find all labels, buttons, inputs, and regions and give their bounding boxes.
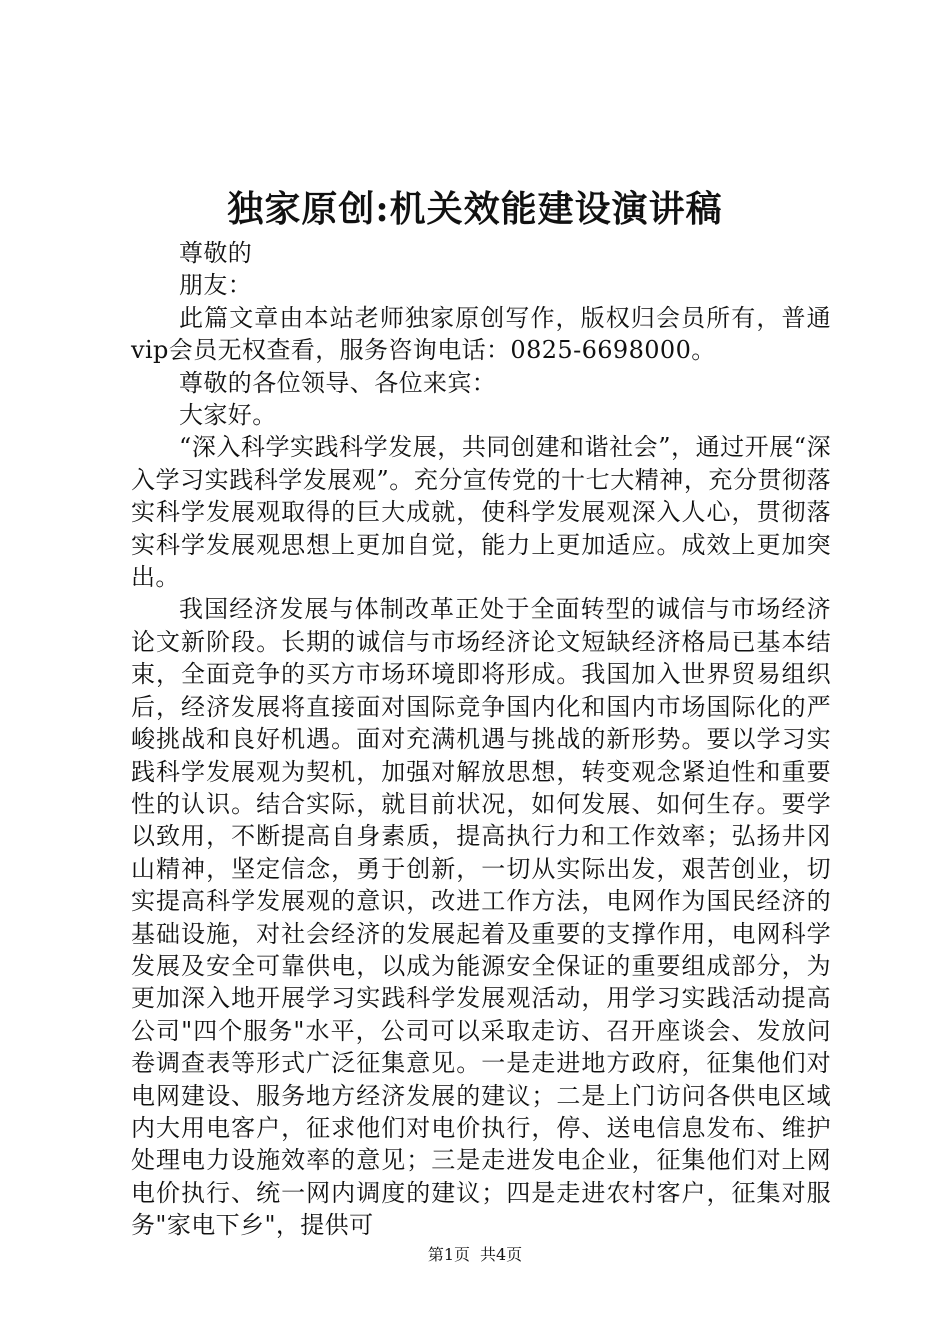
body-paragraph: “深入科学实践科学发展，共同创建和谐社会”，通过开展“深入学习实践科学发展观”。充分宣传党的十七大精神，充分贯彻落实科学发展观取得的巨大成就，使科学发展观深入人心，贯彻落实科学发展观思想上更加自觉，能力上更加适应。成效上更加突出。: [131, 433, 831, 592]
salutation-line-2: 朋友：: [179, 271, 253, 300]
greeting-audience: 尊敬的各位领导、各位来宾：: [179, 368, 497, 397]
document-title: 独家原创:机关效能建设演讲稿: [227, 188, 723, 230]
page-number: 第1页: [427, 1245, 470, 1264]
page-total: 共4页: [480, 1245, 523, 1264]
body-paragraph: 我国经济发展与体制改革正处于全面转型的诚信与市场经济论文新阶段。长期的诚信与市场经济论文短缺经济格局已基本结束，全面竞争的买方市场环境即将形成。我国加入世界贸易组织后，经济发展将直接面对国际竞争国内化和国内市场国际化的严峻挑战和良好机遇。面对充满机遇与挑战的新形势。要以学习实践科学发展观为契机，加强对解放思想，转变观念紧迫性和重要性的认识。结合实际，就目前状况，如何发展、如何生存。要学以致用，不断提高自身素质，提高执行力和工作效率；弘扬井冈山精神，坚定信念，勇于创新，一切从实际出发，艰苦创业，切实提高科学发展观的意识，改进工作方法，电网作为国民经济的基础设施，对社会经济的发展起着及重要的支撑作用，电网科学发展及安全可靠供电，以成为能源安全保证的重要组成部分，为更加深入地开展学习实践科学发展观活动，用学习实践活动提高公司"四个服务"水平，公司可以采取走访、召开座谈会、发放问卷调查表等形式广泛征集意见。一是走进地方政府，征集他们对电网建设、服务地方经济发展的建议；二是上门访问各供电区域内大用电客户，征求他们对电价执行，停、送电信息发布、维护处理电力设施效率的意见；三是走进发电企业，征集他们对上网电价执行、统一网内调度的建议；四是走进农村客户，征集对服务"家电下乡"，提供可: [131, 595, 831, 1240]
copyright-notice: 此篇文章由本站老师独家原创写作，版权归会员所有，普通vip会员无权查看，服务咨询电话：0825-6698000。: [131, 303, 831, 365]
page-footer: [0, 1244, 950, 1266]
document-body: [131, 237, 831, 1242]
greeting-hello: 大家好。: [179, 401, 277, 430]
salutation-line-1: 尊敬的: [179, 239, 253, 267]
